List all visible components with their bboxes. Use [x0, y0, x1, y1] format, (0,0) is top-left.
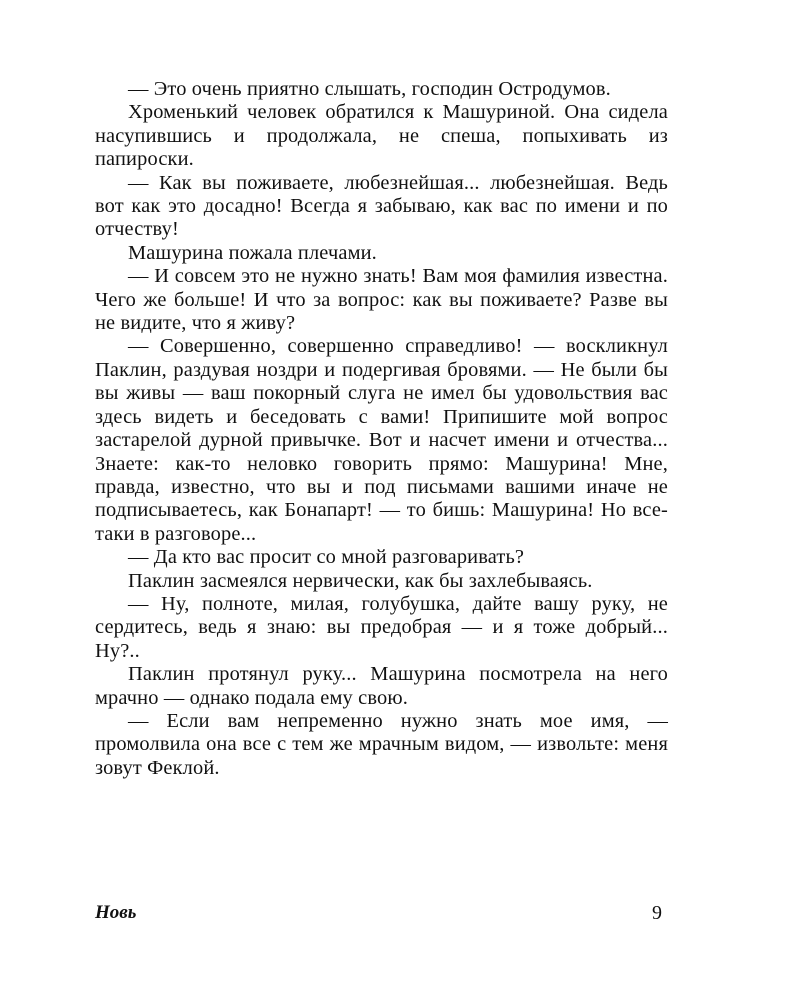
page-number: 9 [652, 902, 662, 924]
running-title: Новь [95, 902, 137, 923]
paragraph: — Ну, полноте, милая, голубушка, дайте вашу руку, не сердитесь, ведь я знаю: вы предобрая — и я тоже добрый... Ну?.. [95, 592, 668, 662]
page-footer [95, 902, 668, 928]
paragraph: — И совсем это не нужно знать! Вам моя фамилия известна. Чего же больше! И что за вопрос: как вы поживаете? Разве вы не видите, что я живу? [95, 265, 668, 335]
paragraph: — Если вам непременно нужно знать мое имя, — промолвила она все с тем же мрачным видом, — извольте: меня зовут Феклой. [95, 709, 668, 779]
paragraph: Паклин протянул руку... Машурина посмотрела на него мрачно — однако подала ему свою. [95, 663, 668, 709]
paragraph: — Да кто вас просит со мной разговаривать? [128, 546, 525, 569]
paragraph: — Как вы поживаете, любезнейшая... любезнейшая. Ведь вот как это досадно! Всегда я забываю, как вас по имени и по отчеству! [95, 171, 668, 241]
paragraph: Хроменький человек обратился к Машуриной. Она сидела насупившись и продолжала, не спеша, попыхивать из папироски. [95, 101, 668, 171]
book-page [95, 78, 668, 978]
paragraph: Паклин засмеялся нервически, как бы захлебываясь. [128, 569, 593, 592]
paragraph: — Совершенно, совершенно справедливо! — воскликнул Паклин, раздувая ноздри и подергивая бровями. — Не были бы вы живы — ваш покорный слуга не имел бы удовольствия вас здесь видеть и беседовать с вами! Припишите мой вопрос застарелой дурной привычке. Вот и насчет имени и отчества... Знаете: как-то неловко говорить прямо: Машурина! Мне, правда, известно, что вы и под письмами вашими иначе не подписываетесь, как Бонапарт! — то бишь: Машурина! Но все-таки в разговоре... [95, 335, 668, 545]
body-text [95, 78, 668, 780]
paragraph: Машурина пожала плечами. [128, 241, 377, 264]
paragraph: — Это очень приятно слышать, господин Остродумов. [128, 78, 611, 100]
